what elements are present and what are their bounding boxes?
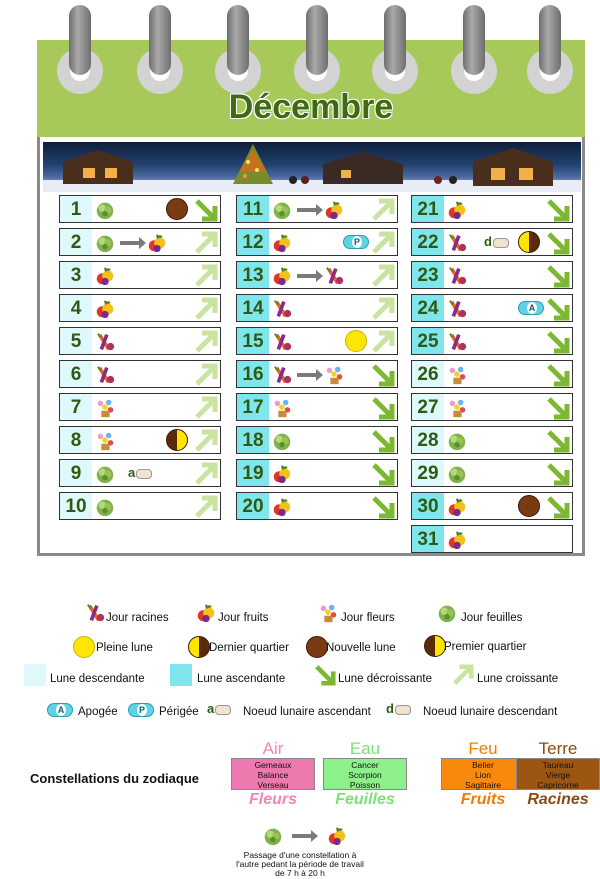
apogee-icon: A: [518, 301, 544, 315]
day-number: 15: [237, 328, 269, 354]
zodiac-element-name: Air: [262, 739, 284, 758]
day-number: 31: [412, 526, 444, 552]
day-number: 1: [60, 196, 92, 222]
zodiac-sign: Belier: [472, 760, 494, 770]
day-number: 11: [237, 196, 269, 222]
last-quarter-icon: [188, 636, 210, 658]
zodiac-signs-box: [231, 758, 315, 790]
day-number: 17: [237, 394, 269, 420]
legend-waxing-label: Lune croissante: [477, 673, 559, 685]
legend-descending-label: Lune descendante: [50, 673, 145, 685]
day-number: 29: [412, 460, 444, 486]
leaves-icon: [436, 602, 458, 624]
fruits-icon: [326, 825, 348, 847]
perigee-icon: P: [343, 235, 369, 249]
legend-ascending-node-label: Noeud lunaire ascendant: [243, 706, 371, 718]
zodiac-sign: Verseau: [257, 780, 289, 790]
waxing-arrow-icon: [452, 664, 474, 686]
day-number: 6: [60, 361, 92, 387]
zodiac-sign: Sagittaire: [465, 780, 501, 790]
month-title: Décembre: [228, 88, 394, 126]
waning-arrow-icon: [314, 664, 336, 686]
ascending-node-icon: a: [128, 465, 152, 480]
descending-node-icon: d: [484, 234, 509, 249]
day-number: 22: [412, 229, 444, 255]
day-number: 30: [412, 493, 444, 519]
legend-last-quarter-label: Dernier quartier: [209, 642, 289, 654]
zodiac-signs-box: [323, 758, 407, 790]
zodiac-element-name: Feu: [468, 739, 498, 758]
passage-arrow-icon: [292, 834, 312, 838]
day-number: 9: [60, 460, 92, 486]
legend-waning-label: Lune décroissante: [338, 673, 432, 685]
day-number: 20: [237, 493, 269, 519]
ascending-moon-swatch: [170, 664, 192, 686]
descending-node-icon: d: [386, 701, 411, 716]
day-number: 19: [237, 460, 269, 486]
flowers-icon: [317, 602, 339, 624]
zodiac-sign: Cancer: [351, 760, 379, 770]
zodiac-title: Constellations du zodiaque: [30, 771, 200, 786]
zodiac-signs-box: [516, 758, 600, 790]
legend-ascending-label: Lune ascendante: [197, 673, 286, 685]
fruits-icon: [195, 602, 217, 624]
day-number: 4: [60, 295, 92, 321]
zodiac-day-type: Racines: [527, 791, 589, 808]
day-number: 14: [237, 295, 269, 321]
legend-roots-label: Jour racines: [106, 612, 169, 624]
day-number: 13: [237, 262, 269, 288]
legend-full-moon-label: Pleine lune: [96, 642, 153, 654]
legend-first-quarter-label: Premier quartier: [444, 641, 527, 653]
zodiac-sign: Gemeaux: [254, 760, 292, 770]
zodiac-day-type: Feuilles: [335, 791, 395, 808]
new-moon-icon: [306, 636, 328, 658]
day-number: 28: [412, 427, 444, 453]
day-number: 5: [60, 328, 92, 354]
legend-fruits-label: Jour fruits: [218, 612, 269, 624]
zodiac-element-name: Terre: [538, 739, 578, 758]
day-number: 3: [60, 262, 92, 288]
day-number: 21: [412, 196, 444, 222]
zodiac-day-type: Fruits: [460, 791, 506, 808]
ascending-node-icon: a: [207, 701, 231, 716]
legend-leaves-label: Jour feuilles: [461, 612, 523, 624]
day-number: 16: [237, 361, 269, 387]
zodiac-element-name: Eau: [349, 739, 381, 758]
zodiac-sign: Taureau: [542, 760, 574, 770]
legend-apogee-label: Apogée: [78, 706, 118, 718]
perigee-icon: P: [128, 703, 154, 717]
zodiac-sign: Capricorne: [537, 780, 579, 790]
apogee-icon: A: [47, 703, 73, 717]
zodiac-sign: Poisson: [349, 780, 381, 790]
zodiac-day-type: Fleurs: [248, 791, 297, 808]
zodiac-sign: Scorpion: [348, 770, 382, 780]
day-number: 7: [60, 394, 92, 420]
zodiac-sign: Vierge: [545, 770, 571, 780]
leaves-icon: [262, 825, 284, 847]
zodiac-sign: Lion: [474, 770, 492, 780]
first-quarter-icon: [424, 635, 446, 657]
day-number: 25: [412, 328, 444, 354]
legend-descending-node-label: Noeud lunaire descendant: [423, 706, 558, 718]
full-moon-icon: [73, 636, 95, 658]
day-number: 18: [237, 427, 269, 453]
day-number: 8: [60, 427, 92, 453]
day-number: 10: [60, 493, 92, 519]
day-number: 27: [412, 394, 444, 420]
day-number: 24: [412, 295, 444, 321]
day-number: 12: [237, 229, 269, 255]
zodiac-sign: Balance: [257, 770, 289, 780]
day-number: 23: [412, 262, 444, 288]
roots-icon: [84, 602, 106, 624]
day-number: 2: [60, 229, 92, 255]
legend-perigee-label: Périgée: [159, 706, 199, 718]
zodiac-signs-box: [441, 758, 525, 790]
legend-flowers-label: Jour fleurs: [341, 612, 395, 624]
passage-note: Passage d'une constellation à l'autre pedant la période de travail de 7 h à 20 h: [236, 850, 364, 878]
day-number: 26: [412, 361, 444, 387]
descending-moon-swatch: [24, 664, 46, 686]
legend-new-moon-label: Nouvelle lune: [326, 642, 396, 654]
